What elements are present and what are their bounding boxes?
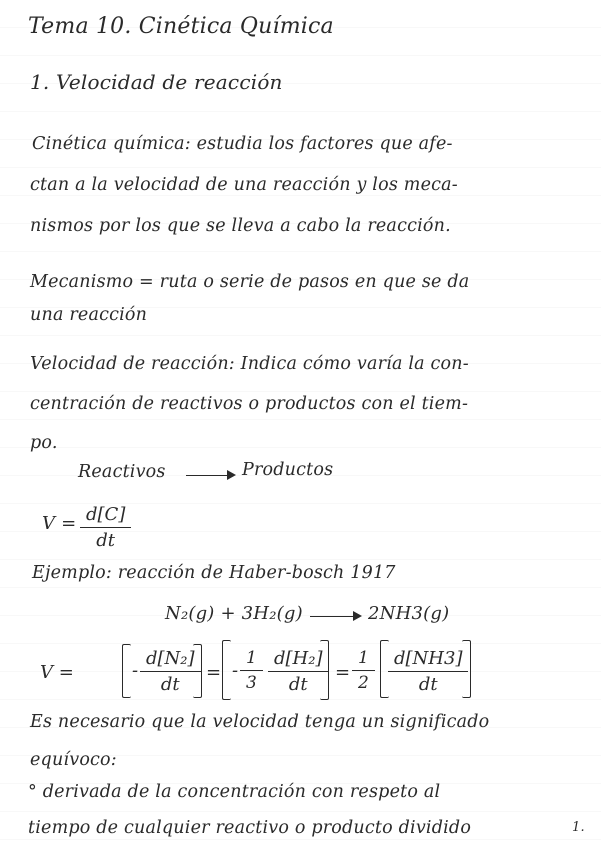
fraction-numerator: d[H₂] — [268, 648, 328, 672]
term2-sign: - — [232, 660, 239, 681]
arrow-head-icon — [353, 611, 362, 621]
reaction-arrow — [310, 616, 354, 617]
term2-coefficient — [240, 648, 263, 693]
example-label: Ejemplo: reacción de Haber-bosch 1917 — [32, 563, 396, 583]
text-line: Es necesario que la velocidad tenga un significado — [30, 712, 490, 732]
text-line: Velocidad de reacción: Indica cómo varía la con- — [30, 354, 469, 374]
equals-sign: = — [335, 662, 351, 683]
velocity-lhs: V = — [42, 513, 77, 534]
text-line: una reacción — [30, 305, 148, 325]
fraction-numerator: d[N₂] — [140, 648, 201, 672]
text-line: nismos por los que se lleva a cabo la reacción. — [30, 216, 451, 236]
text-line: ° derivada de la concentración con respeto al — [28, 782, 441, 802]
scheme-reactivos: Reactivos — [78, 462, 166, 482]
term3-fraction — [388, 648, 468, 695]
arrow-head-icon — [227, 470, 236, 480]
equals-sign: = — [206, 662, 222, 683]
scheme-productos: Productos — [242, 460, 334, 480]
fraction-numerator: d[C] — [80, 504, 131, 528]
bracket-right-icon — [193, 644, 202, 698]
term1-sign: - — [132, 660, 139, 681]
fraction-denominator: dt — [96, 530, 116, 551]
fraction-denominator: dt — [160, 674, 180, 695]
text-line: centración de reactivos o productos con el tiem- — [30, 394, 469, 414]
text-line: tiempo de cualquier reactivo o producto dividido — [28, 818, 472, 838]
page-title: Tema 10. Cinética Química — [28, 14, 334, 39]
bracket-left-icon — [122, 644, 131, 698]
reaction-products: 2NH3(g) — [368, 603, 450, 624]
reaction-arrow — [186, 475, 228, 476]
velocity-fraction — [80, 504, 131, 551]
term1-fraction — [140, 648, 201, 695]
section-heading: 1. Velocidad de reacción — [30, 70, 283, 94]
bracket-left-icon — [222, 640, 231, 700]
fraction-denominator: dt — [288, 674, 308, 695]
text-line: ctan a la velocidad de una reacción y los meca- — [30, 175, 458, 195]
text-line: Cinética química: estudia los factores que afe- — [32, 134, 453, 154]
text-line: po. — [30, 433, 58, 453]
fraction-numerator: 1 — [352, 648, 375, 671]
fraction-denominator: 3 — [246, 673, 257, 693]
rate-lhs: V = — [40, 662, 74, 683]
text-line: equívoco: — [30, 750, 117, 770]
bracket-right-icon — [320, 640, 329, 700]
bracket-right-icon — [462, 640, 471, 698]
text-line: Mecanismo = ruta o serie de pasos en que se da — [30, 272, 470, 292]
reaction-reactants: N₂(g) + 3H₂(g) — [165, 603, 303, 624]
fraction-numerator: 1 — [240, 648, 263, 671]
fraction-numerator: d[NH3] — [388, 648, 468, 672]
fraction-denominator: dt — [418, 674, 438, 695]
term3-coefficient — [352, 648, 375, 693]
page-number: 1. — [572, 820, 585, 835]
fraction-denominator: 2 — [358, 673, 369, 693]
